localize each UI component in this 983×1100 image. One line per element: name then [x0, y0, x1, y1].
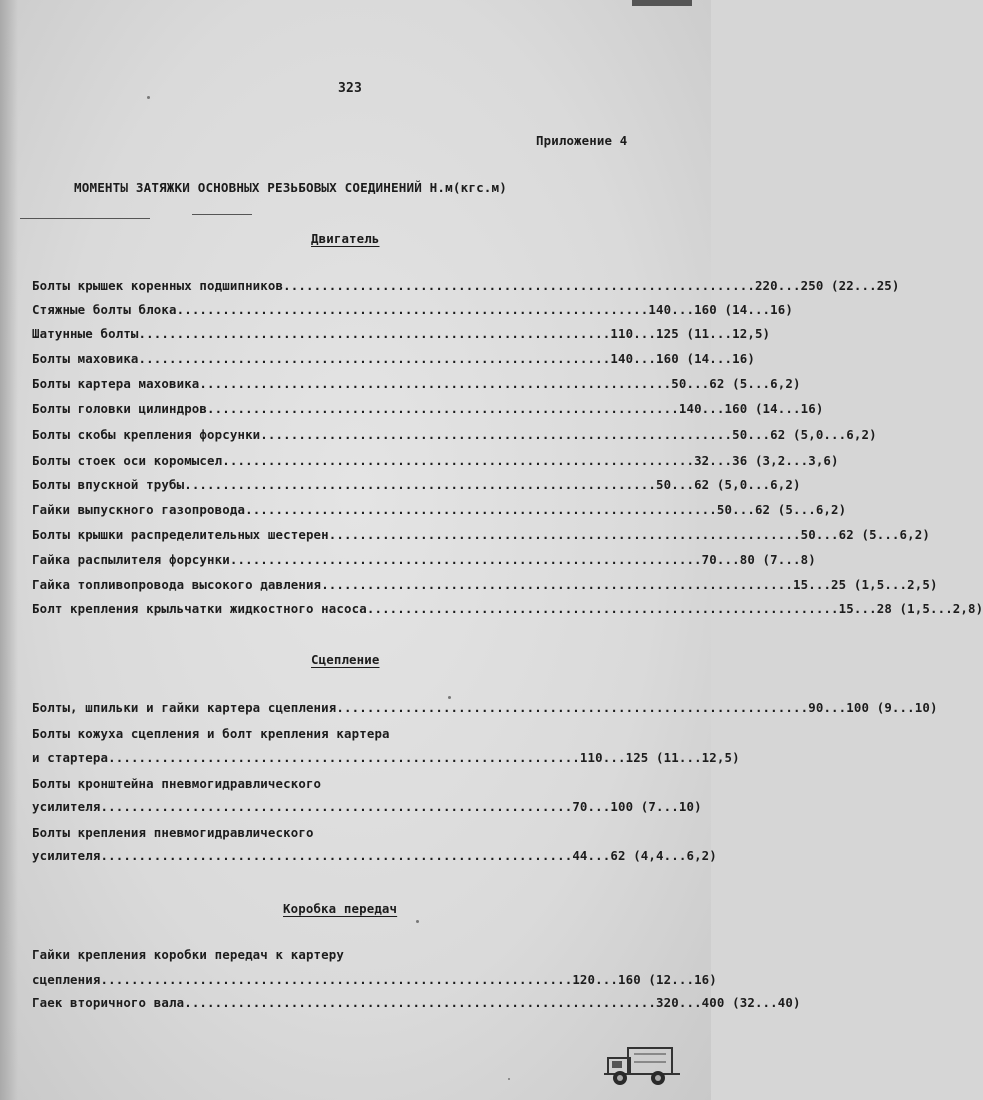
row-value: 110...125 (11...12,5)	[579, 750, 740, 765]
row-label: Гайки выпускного газопровода	[32, 502, 246, 517]
leader-dots: ..............................................................	[199, 376, 672, 391]
leader-dots: ..............................................................	[100, 972, 573, 987]
table-row	[32, 453, 839, 468]
table-row	[32, 477, 801, 492]
table-row	[32, 825, 658, 840]
row-value: 15...28 (1,5...2,8)	[838, 601, 983, 616]
row-value: 140...160 (14...16)	[648, 302, 793, 317]
page-number: 323	[338, 81, 362, 96]
scan-speck	[448, 696, 451, 699]
leader-dots: ..............................................................	[108, 750, 580, 765]
row-label: Гаек вторичного вала	[32, 995, 185, 1010]
leader-dots: ..............................................................	[184, 477, 657, 492]
row-label: Шатунные болты	[32, 326, 139, 341]
row-value: 140...160 (14...16)	[610, 351, 755, 366]
row-value: 50...62 (5...6,2)	[716, 502, 847, 517]
leader-dots: ..............................................................	[328, 527, 801, 542]
row-label: Болты картера маховика	[32, 376, 200, 391]
scan-speck	[508, 1078, 510, 1080]
table-row	[32, 427, 877, 442]
row-value: 220...250 (22...25)	[754, 278, 900, 293]
table-row	[32, 326, 771, 341]
leader-dots: ..............................................................	[138, 351, 611, 366]
section-heading-clutch: Сцепление	[311, 652, 380, 667]
table-row	[32, 726, 658, 741]
row-value: 70...80 (7...8)	[701, 552, 816, 567]
row-value: 50...62 (5,0...6,2)	[732, 427, 877, 442]
scan-speck	[147, 96, 150, 99]
leader-dots: ..............................................................	[100, 848, 573, 863]
row-value: 320...400 (32...40)	[656, 995, 801, 1010]
leader-dots: ..............................................................	[138, 326, 611, 341]
row-label: Болты крышек коренных подшипников	[32, 278, 284, 293]
row-value: 140...160 (14...16)	[678, 401, 824, 416]
row-label: усилителя	[32, 848, 101, 863]
row-label: Гайки крепления коробки передач к картеру	[32, 947, 345, 962]
page-title: МОМЕНТЫ ЗАТЯЖКИ ОСНОВНЫХ РЕЗЬБОВЫХ СОЕДИНЕНИЙ Н.м(кгс.м)	[74, 180, 507, 195]
row-value: 120...160 (12...16)	[572, 972, 717, 987]
row-value: 50...62 (5,0...6,2)	[656, 477, 801, 492]
table-row	[32, 502, 847, 517]
table-row	[32, 552, 816, 567]
row-value: 50...62 (5...6,2)	[800, 527, 930, 542]
table-row	[32, 700, 938, 715]
row-value: 110...125 (11...12,5)	[610, 326, 771, 341]
row-label: Болты кронштейна пневмогидравлического	[32, 776, 322, 791]
table-row	[32, 278, 900, 293]
row-label: Болты, шпильки и гайки картера сцепления	[32, 700, 337, 715]
row-label: Гайка распылителя форсунки	[32, 552, 230, 567]
table-row	[32, 776, 658, 791]
table-row	[32, 577, 938, 592]
page-edge-shadow	[0, 0, 18, 1100]
leader-dots: ..............................................................	[184, 995, 657, 1010]
leader-dots: ..............................................................	[283, 278, 755, 293]
leader-dots: ..............................................................	[176, 302, 649, 317]
row-label: Болты скобы крепления форсунки	[32, 427, 261, 442]
table-row	[32, 995, 801, 1010]
row-label: Болты маховика	[32, 351, 139, 366]
row-value: 50...62 (5...6,2)	[671, 376, 801, 391]
leader-dots: ..............................................................	[222, 453, 695, 468]
section-heading-engine: Двигатель	[311, 231, 380, 246]
leader-dots: ..............................................................	[245, 502, 717, 517]
leader-dots: ..............................................................	[207, 401, 679, 416]
leader-dots: ..............................................................	[229, 552, 702, 567]
table-row	[32, 972, 717, 987]
row-label: усилителя	[32, 799, 101, 814]
section-heading-gearbox: Коробка передач	[283, 901, 398, 916]
table-row	[32, 527, 930, 542]
row-label: Болты крышки распределительных шестерен	[32, 527, 329, 542]
row-label: Болты стоек оси коромысел	[32, 453, 223, 468]
leader-dots: ..............................................................	[260, 427, 733, 442]
scan-speck	[416, 920, 419, 923]
row-label: Болты крепления пневмогидравлического	[32, 825, 314, 840]
leader-dots: ..............................................................	[366, 601, 839, 616]
row-label: и стартера	[32, 750, 109, 765]
row-label: Стяжные болты блока	[32, 302, 177, 317]
table-row	[32, 401, 824, 416]
truck-logo	[600, 1040, 686, 1090]
row-label: сцепления	[32, 972, 101, 987]
row-label: Болты впускной трубы	[32, 477, 185, 492]
row-value: 44...62 (4,4...6,2)	[572, 848, 717, 863]
leader-dots: ..............................................................	[321, 577, 793, 592]
row-value: 90...100 (9...10)	[808, 700, 938, 715]
table-row	[32, 351, 755, 366]
row-value: 70...100 (7...10)	[572, 799, 702, 814]
table-row	[32, 376, 801, 391]
table-row	[32, 750, 740, 765]
leader-dots: ..............................................................	[336, 700, 809, 715]
row-label: Болты кожуха сцепления и болт крепления картера	[32, 726, 390, 741]
leader-dots: ..............................................................	[100, 799, 573, 814]
scan-mark	[20, 218, 150, 219]
row-label: Болт крепления крыльчатки жидкостного насоса	[32, 601, 367, 616]
appendix-label: Приложение 4	[536, 133, 628, 148]
row-label: Болты головки цилиндров	[32, 401, 208, 416]
scan-mark	[192, 214, 252, 215]
table-row	[32, 302, 793, 317]
top-edge-mark	[632, 0, 692, 6]
table-row	[32, 848, 717, 863]
table-row	[32, 947, 658, 962]
row-value: 15...25 (1,5...2,5)	[793, 577, 938, 592]
table-row	[32, 799, 702, 814]
row-label: Гайка топливопровода высокого давления	[32, 577, 322, 592]
row-value: 32...36 (3,2...3,6)	[694, 453, 839, 468]
table-row	[32, 601, 983, 616]
